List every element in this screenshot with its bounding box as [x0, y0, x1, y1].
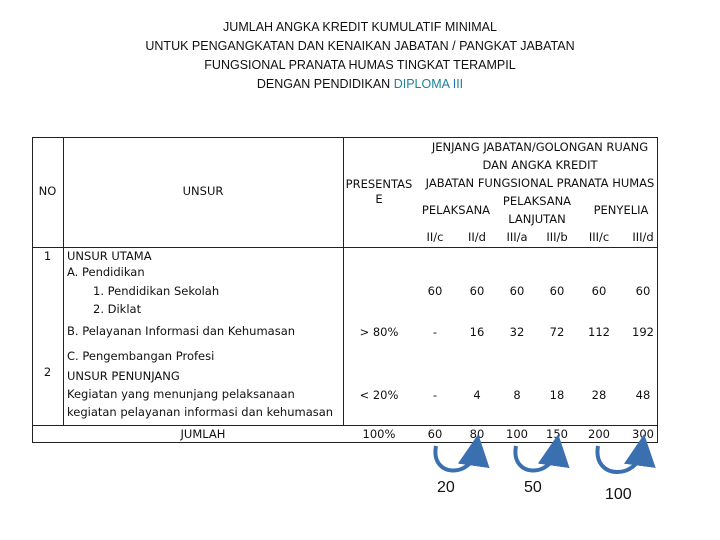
grade-cell: III/b	[546, 230, 568, 244]
value-cell: 60	[591, 284, 607, 298]
value-cell: 48	[635, 388, 651, 402]
value-cell: 112	[588, 325, 610, 339]
row-1-label: UNSUR UTAMA	[67, 249, 152, 263]
arrow-icon	[435, 446, 476, 471]
row-2-desc-2: kegiatan pelayanan informasi dan kehumasan	[67, 405, 334, 419]
grade-cell: II/d	[468, 230, 486, 244]
title-line-4-prefix: DENGAN PENDIDIKAN	[256, 77, 391, 91]
row-1-b: B. Pelayanan Informasi dan Kehumasan	[67, 324, 296, 338]
value-cell: -	[432, 325, 438, 339]
header-unsur: UNSUR	[182, 184, 224, 198]
value-cell: 32	[509, 325, 525, 339]
value-cell: 8	[513, 388, 521, 402]
row-2-percentage: < 20%	[359, 388, 399, 402]
arrow-icon	[597, 446, 642, 472]
total-cell: 150	[546, 427, 568, 441]
header-pelaksana: PELAKSANA	[421, 203, 491, 217]
value-cell: 28	[591, 388, 607, 402]
header-presentase-2: E	[375, 192, 383, 206]
value-cell: 60	[469, 284, 485, 298]
grade-cell: III/a	[506, 230, 528, 244]
row-1-a: A. Pendidikan	[67, 265, 145, 279]
row-2-label: UNSUR PENUNJANG	[67, 369, 180, 383]
value-cell: 60	[635, 284, 651, 298]
header-penyelia: PENYELIA	[593, 203, 649, 217]
total-cell: 60	[427, 427, 443, 441]
header-jenjang-3: JABATAN FUNGSIONAL PRANATA HUMAS	[425, 176, 655, 190]
value-cell: 60	[549, 284, 565, 298]
value-cell: -	[432, 388, 438, 402]
row-2-no: 2	[43, 365, 52, 379]
value-cell: 4	[473, 388, 481, 402]
header-pelaksana-lanjutan-1: PELAKSANA	[502, 194, 572, 208]
value-cell: 60	[509, 284, 525, 298]
total-label: JUMLAH	[180, 427, 226, 441]
header-jenjang-2: DAN ANGKA KREDIT	[482, 158, 598, 172]
annotation-20: 20	[437, 479, 455, 496]
header-presentase-1: PRESENTAS	[345, 177, 413, 191]
value-cell: 192	[632, 325, 654, 339]
title-line-3: FUNGSIONAL PRANATA HUMAS TINGKAT TERAMPIL	[204, 58, 516, 72]
value-cell: 16	[469, 325, 485, 339]
row-1-no: 1	[43, 249, 52, 263]
total-cell: 80	[469, 427, 485, 441]
title-line-2: UNTUK PENGANGKATAN DAN KENAIKAN JABATAN / PANGKAT JABATAN	[145, 39, 575, 53]
header-no: NO	[38, 184, 57, 198]
total-cell: 300	[632, 427, 654, 441]
arrow-icon	[515, 446, 556, 471]
total-cell: 100	[506, 427, 528, 441]
grade-cell: II/c	[426, 230, 444, 244]
grade-cell: III/c	[588, 230, 610, 244]
row-1-c: C. Pengembangan Profesi	[67, 349, 215, 363]
row-1-b-percentage: > 80%	[359, 325, 399, 339]
header-jenjang-1: JENJANG JABATAN/GOLONGAN RUANG	[431, 140, 649, 154]
row-2-desc-1: Kegiatan yang menunjang pelaksanaan	[67, 387, 295, 401]
total-percentage: 100%	[362, 427, 396, 441]
annotation-50: 50	[524, 479, 542, 496]
value-cell: 18	[549, 388, 565, 402]
grade-cell: III/d	[632, 230, 654, 244]
row-1-a1: 1. Pendidikan Sekolah	[93, 284, 220, 298]
total-cell: 200	[588, 427, 610, 441]
title-line-4-highlight: DIPLOMA III	[393, 77, 464, 91]
annotation-100: 100	[605, 486, 632, 503]
value-cell: 60	[427, 284, 443, 298]
header-pelaksana-lanjutan-2: LANJUTAN	[508, 212, 566, 226]
title-line-1: JUMLAH ANGKA KREDIT KUMULATIF MINIMAL	[223, 20, 497, 34]
value-cell: 72	[549, 325, 565, 339]
row-1-a2: 2. Diklat	[93, 302, 142, 316]
